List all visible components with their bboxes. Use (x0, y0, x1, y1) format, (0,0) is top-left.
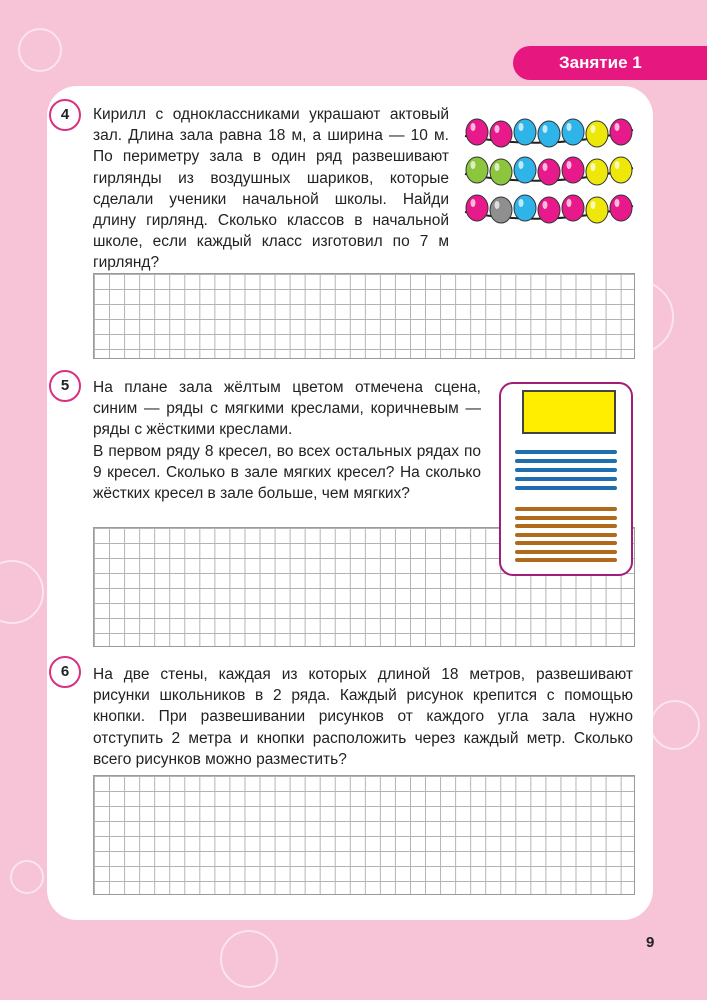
balloon-highlight (495, 201, 500, 209)
task-4-text: Кирилл с одноклассниками украшают актовый зал. Длина зала равна 18 м, а ширина — 10 м. По периметру зала в один ряд развешивают гирлянды из воздушных шариков, которые сделали ученики начальной школы. Найди длину гирлянд. Сколько классов в начальной школе, если каждый класс изготовил по 7 м гирлянд? (93, 106, 449, 272)
balloon (490, 197, 512, 223)
task-5-text: На плане зала жёлтым цветом отмечена сцена, синим — ряды с мягкими креслами, коричневым — ряды с жёсткими креслами. В первом ряду 8 кресел, во всех остальных рядах по 9 кресел. Сколько в зале мягких кресел? На сколько жёстких кресел в зале больше, чем мягких? (93, 379, 481, 503)
balloon (562, 195, 584, 221)
task-number-4: 4 (49, 99, 81, 131)
balloon-highlight (495, 163, 500, 171)
balloon (466, 119, 488, 145)
balloon-highlight (591, 125, 596, 133)
balloon (538, 197, 560, 223)
soft-seat-row (515, 468, 617, 472)
balloon (466, 157, 488, 183)
soft-seat-row (515, 450, 617, 454)
task-number-6: 6 (49, 656, 81, 688)
balloon (538, 159, 560, 185)
balloon-highlight (543, 125, 548, 133)
balloon (538, 121, 560, 147)
balloon-highlight (495, 125, 500, 133)
soft-seat-row (515, 459, 617, 463)
task-6-text: На две стены, каждая из которых длиной 18 метров, развешивают рисунки школьников в 2 ряда. Каждый рисунок крепится с помощью кнопки. При развешивании рисунков от каждого угла зала нужно отступить 2 метра и кнопки расположить через каждый метр. Сколько всего рисунков можно разместить? (93, 666, 633, 768)
hard-seat-row (515, 516, 617, 520)
balloon-highlight (471, 161, 476, 169)
balloon-highlight (591, 201, 596, 209)
balloon-highlight (471, 199, 476, 207)
balloon-highlight (615, 161, 620, 169)
balloon (586, 159, 608, 185)
background-doodle (10, 860, 44, 894)
hard-seat-row (515, 558, 617, 562)
soft-seat-row (515, 477, 617, 481)
balloon-highlight (615, 123, 620, 131)
balloon-highlight (519, 161, 524, 169)
hard-seat-row (515, 533, 617, 537)
balloon (610, 157, 632, 183)
balloon-highlight (471, 123, 476, 131)
balloon (586, 121, 608, 147)
lesson-tag: Занятие 1 (513, 46, 707, 80)
balloon-highlight (615, 199, 620, 207)
balloon (490, 159, 512, 185)
hard-seat-row (515, 541, 617, 545)
background-doodle (220, 930, 278, 988)
task-number-5: 5 (49, 370, 81, 402)
balloon (610, 195, 632, 221)
balloon-garland (463, 114, 635, 226)
background-doodle (0, 560, 44, 624)
answer-grid-4[interactable] (93, 273, 635, 359)
soft-seat-row (515, 486, 617, 490)
stage-rectangle (522, 390, 616, 434)
balloon (514, 119, 536, 145)
balloon-highlight (543, 163, 548, 171)
balloon-highlight (591, 163, 596, 171)
answer-grid-6[interactable] (93, 775, 635, 895)
balloon-highlight (519, 199, 524, 207)
balloon-highlight (567, 161, 572, 169)
balloon (562, 157, 584, 183)
balloon (514, 195, 536, 221)
hard-seat-row (515, 550, 617, 554)
background-doodle (650, 700, 700, 750)
balloon-highlight (567, 123, 572, 131)
balloon-highlight (519, 123, 524, 131)
balloon (466, 195, 488, 221)
background-doodle (18, 28, 62, 72)
hard-seat-row (515, 507, 617, 511)
balloon (610, 119, 632, 145)
balloon (586, 197, 608, 223)
balloon (514, 157, 536, 183)
page-number: 9 (646, 934, 655, 951)
balloon (562, 119, 584, 145)
hall-plan (499, 382, 633, 576)
balloon (490, 121, 512, 147)
hard-seat-row (515, 524, 617, 528)
balloon-highlight (567, 199, 572, 207)
balloon-highlight (543, 201, 548, 209)
